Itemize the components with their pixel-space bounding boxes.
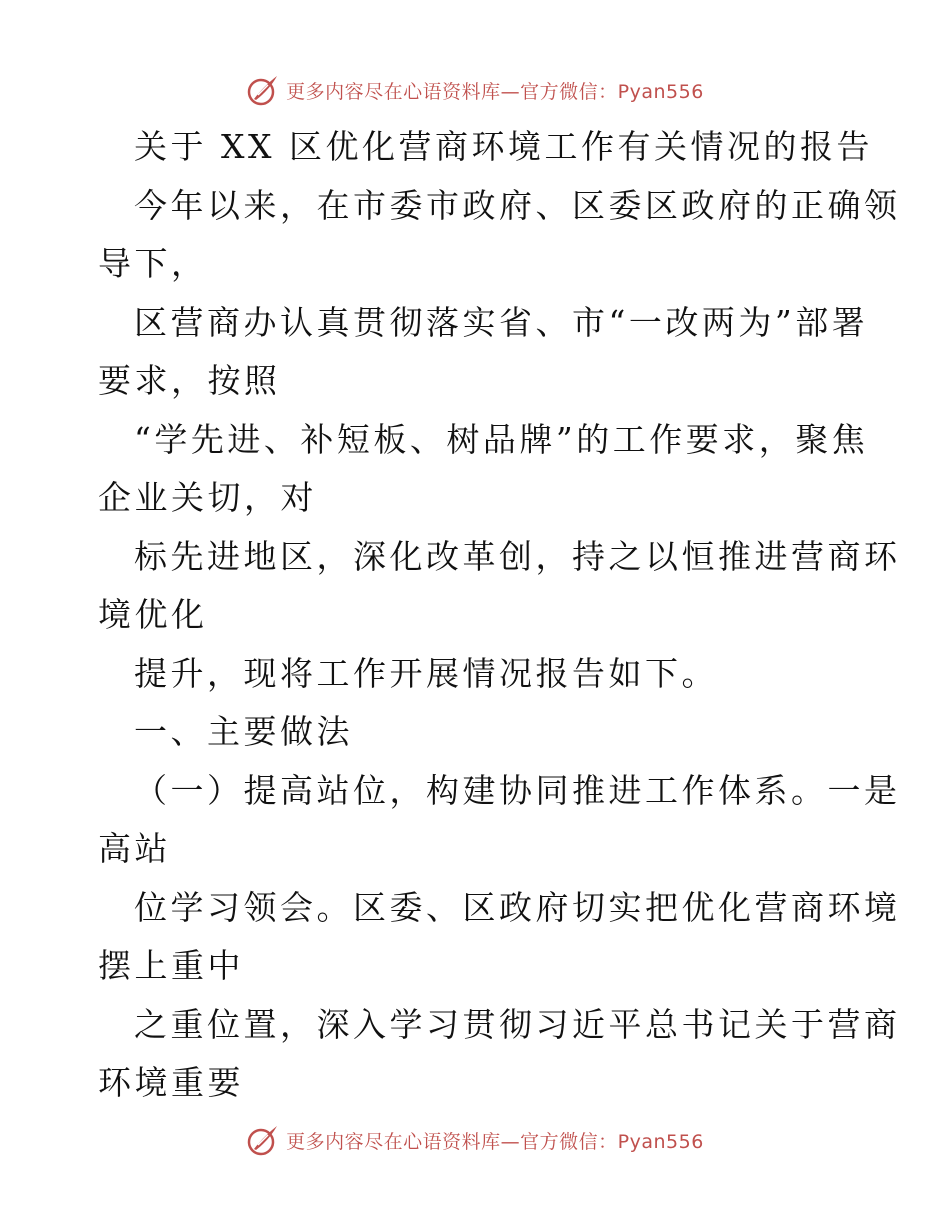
header-banner [0,70,950,110]
paragraph-line: 境优化 [98,595,208,634]
paragraph-line: 高站 [98,829,171,868]
section-heading: 一、主要做法 [134,712,353,751]
subsection-heading: （一）提高站位，构建协同推进工作体系。一是 [134,770,901,810]
footer-banner-text: 更多内容尽在心语资料库—官方微信：Pyan556 [286,1130,704,1153]
paragraph-line: 导下， [98,244,208,283]
paragraph-line: 摆上重中 [98,946,244,985]
document-body [98,118,901,1113]
paragraph-line: “学先进、补短板、树品牌”的工作要求，聚焦 [134,419,869,459]
paragraph-line: 标先进地区，深化改革创，持之以恒推进营商环 [134,536,901,576]
paragraph-line: 位学习领会。区委、区政府切实把优化营商环境 [134,887,901,927]
footer-banner [0,1120,950,1160]
paragraph-line: 环境重要 [98,1063,244,1102]
document-title: 关于 XX 区优化营商环境工作有关情况的报告 [134,127,873,166]
paragraph-line: 要求，按照 [98,361,281,400]
paragraph-line: 今年以来，在市委市政府、区委区政府的正确领 [134,185,901,225]
paragraph-line: 之重位置，深入学习贯彻习近平总书记关于营商 [134,1004,901,1044]
paragraph-line: 提升，现将工作开展情况报告如下。 [134,653,718,693]
quill-logo-icon [246,73,280,107]
paragraph-line: 区营商办认真贯彻落实省、市“一改两为”部署 [134,302,869,342]
paragraph-line: 企业关切，对 [98,478,317,517]
quill-logo-icon [246,1123,280,1157]
header-banner-text: 更多内容尽在心语资料库—官方微信：Pyan556 [286,80,704,103]
